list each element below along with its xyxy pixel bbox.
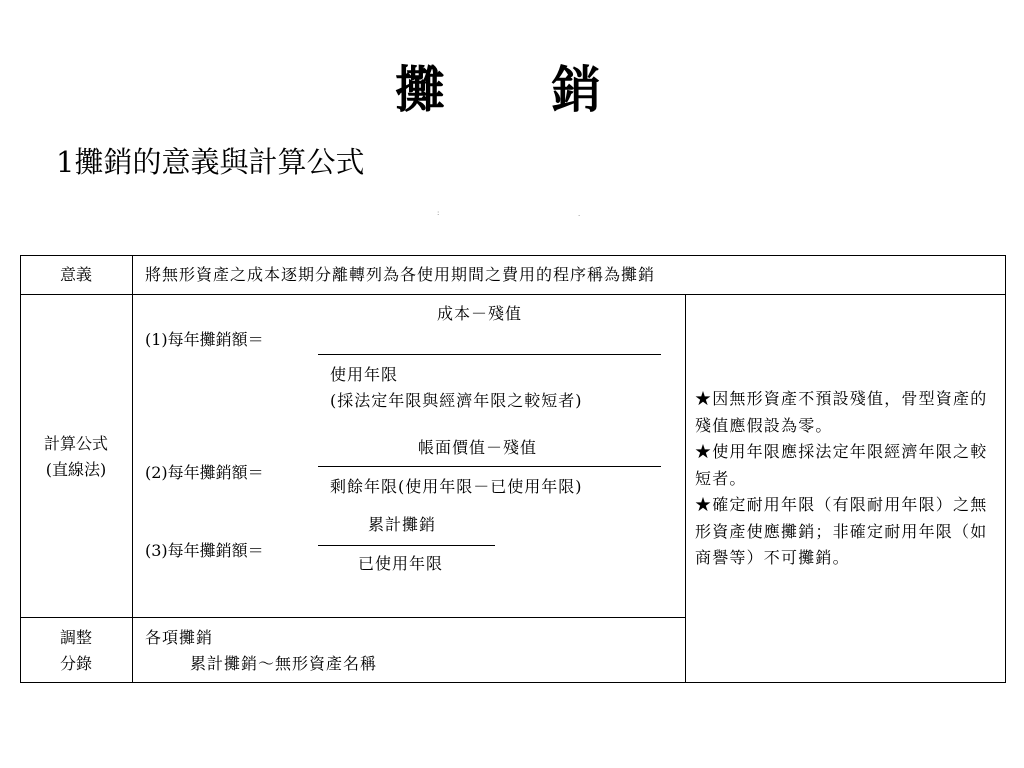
journal-label: 調整 [59,628,92,647]
formula-2-lhs: (2)每年攤銷額＝ [145,463,264,482]
formula-3-numerator: 累計攤銷 [368,515,437,534]
formula-label: 計算公式 [43,434,108,453]
formula-1-lhs: (1)每年攤銷額＝ [145,330,264,349]
section-heading: 1攤銷的意義與計算公式 [56,145,365,179]
row-divider [20,294,1006,295]
note-item: ★使用年限應採法定年限經濟年限之較短者。 [695,442,988,488]
formula-1-denominator: 使用年限 [330,365,399,384]
formula-1-numerator: 成本－殘值 [437,304,523,323]
journal-label-2: 分錄 [59,654,92,673]
column-divider [685,294,686,683]
fraction-bar [318,354,661,355]
stray-mark: : [437,209,440,217]
formula-2-denominator: 剩餘年限(使用年限－已使用年限) [330,477,583,496]
journal-debit: 各項攤銷 [145,628,214,647]
formula-1-denominator-note: (採法定年限與經濟年限之較短者) [330,391,583,410]
row-divider [20,617,686,618]
meaning-text: 將無形資產之成本逐期分離轉列為各使用期間之費用的程序稱為攤銷 [145,265,656,284]
page-title: 攤 銷 [395,60,629,119]
formula-method-label: (直線法) [45,460,107,479]
column-divider [132,255,133,683]
note-item: ★因無形資產不預設殘值，骨型資產的殘值應假設為零。 [695,389,988,435]
formula-3-lhs: (3)每年攤銷額＝ [145,541,264,560]
notes-column [695,386,997,572]
formula-2-numerator: 帳面價值－殘值 [418,438,538,457]
meaning-label: 意義 [59,265,92,284]
note-item: ★確定耐用年限（有限耐用年限）之無形資產使應攤銷；非確定耐用年限（如商譽等）不可攤銷。 [695,495,988,567]
stray-mark: . [578,210,581,218]
formula-3-denominator: 已使用年限 [358,554,444,573]
journal-credit: 累計攤銷～無形資產名稱 [190,654,378,673]
fraction-bar [318,545,495,546]
fraction-bar [318,466,661,467]
